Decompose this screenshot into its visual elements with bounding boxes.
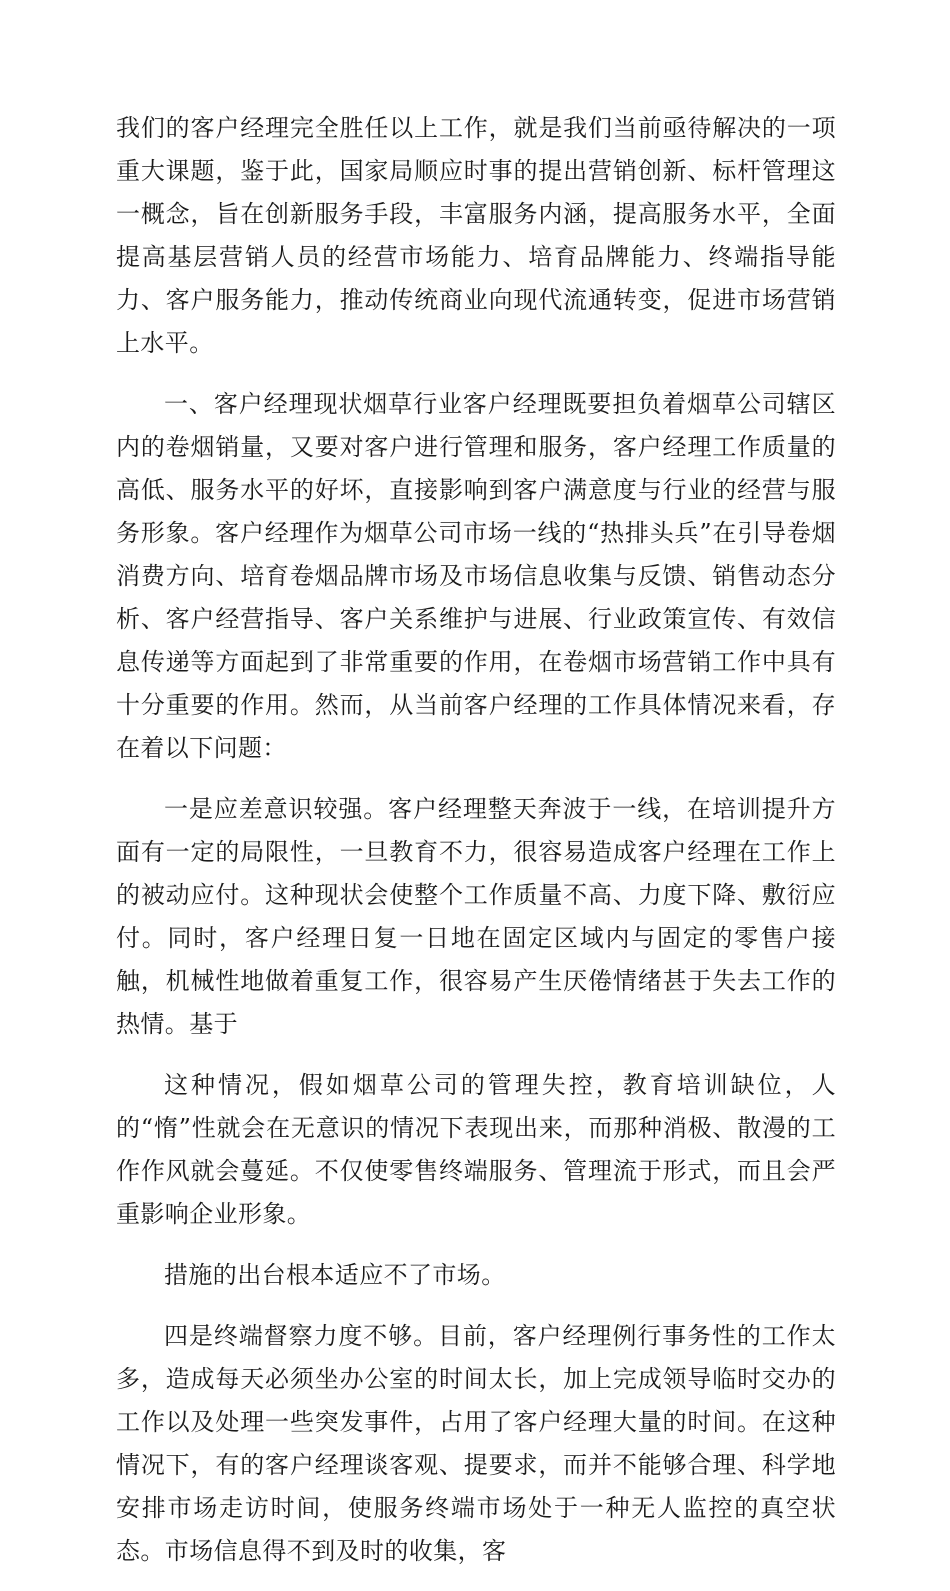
paragraph-3: 一是应差意识较强。客户经理整天奔波于一线，在培训提升方面有一定的局限性，一旦教育不力，很容易造成客户经理在工作上的被动应付。这种现状会使整个工作质量不高、力度下降、敷衍应付。同时，客户经理日复一日地在固定区域内与固定的零售户接触，机械性地做着重复工作，很容易产生厌倦情绪甚于失去工作的热情。基于 — [116, 795, 836, 1038]
paragraph-6: 四是终端督察力度不够。目前，客户经理例行事务性的工作太多，造成每天必须坐办公室的时间太长，加上完成领导临时交办的工作以及处理一些突发事件，占用了客户经理大量的时间。在这种情况下，有的客户经理谈客观、提要求，而并不能够合理、科学地安排市场走访时间，使服务终端市场处于一种无人监控的真空状态。市场信息得不到及时的收集，客 — [116, 1322, 836, 1565]
paragraph-5: 措施的出台根本适应不了市场。 — [164, 1261, 506, 1289]
paragraph-4: 这种情况，假如烟草公司的管理失控，教育培训缺位，人的“惰”性就会在无意识的情况下表现出来，而那种消极、散漫的工作作风就会蔓延。不仅使零售终端服务、管理流于形式，而且会严重影响企业形象。 — [116, 1071, 836, 1228]
document-body — [116, 107, 836, 1591]
paragraph-1: 我们的客户经理完全胜任以上工作，就是我们当前亟待解决的一项重大课题，鉴于此，国家局顺应时事的提出营销创新、标杆管理这一概念，旨在创新服务手段，丰富服务内涵，提高服务水平，全面提高基层营销人员的经营市场能力、培育品牌能力、终端指导能力、客户服务能力，推动传统商业向现代流通转变，促进市场营销上水平。 — [116, 114, 836, 357]
paragraph-2: 一、客户经理现状烟草行业客户经理既要担负着烟草公司辖区内的卷烟销量，又要对客户进行管理和服务，客户经理工作质量的高低、服务水平的好坏，直接影响到客户满意度与行业的经营与服务形象。客户经理作为烟草公司市场一线的“热排头兵”在引导卷烟消费方向、培育卷烟品牌市场及市场信息收集与反馈、销售动态分析、客户经营指导、客户关系维护与进展、行业政策宣传、有效信息传递等方面起到了非常重要的作用，在卷烟市场营销工作中具有十分重要的作用。然而，从当前客户经理的工作具体情况来看，存在着以下问题： — [116, 390, 836, 762]
